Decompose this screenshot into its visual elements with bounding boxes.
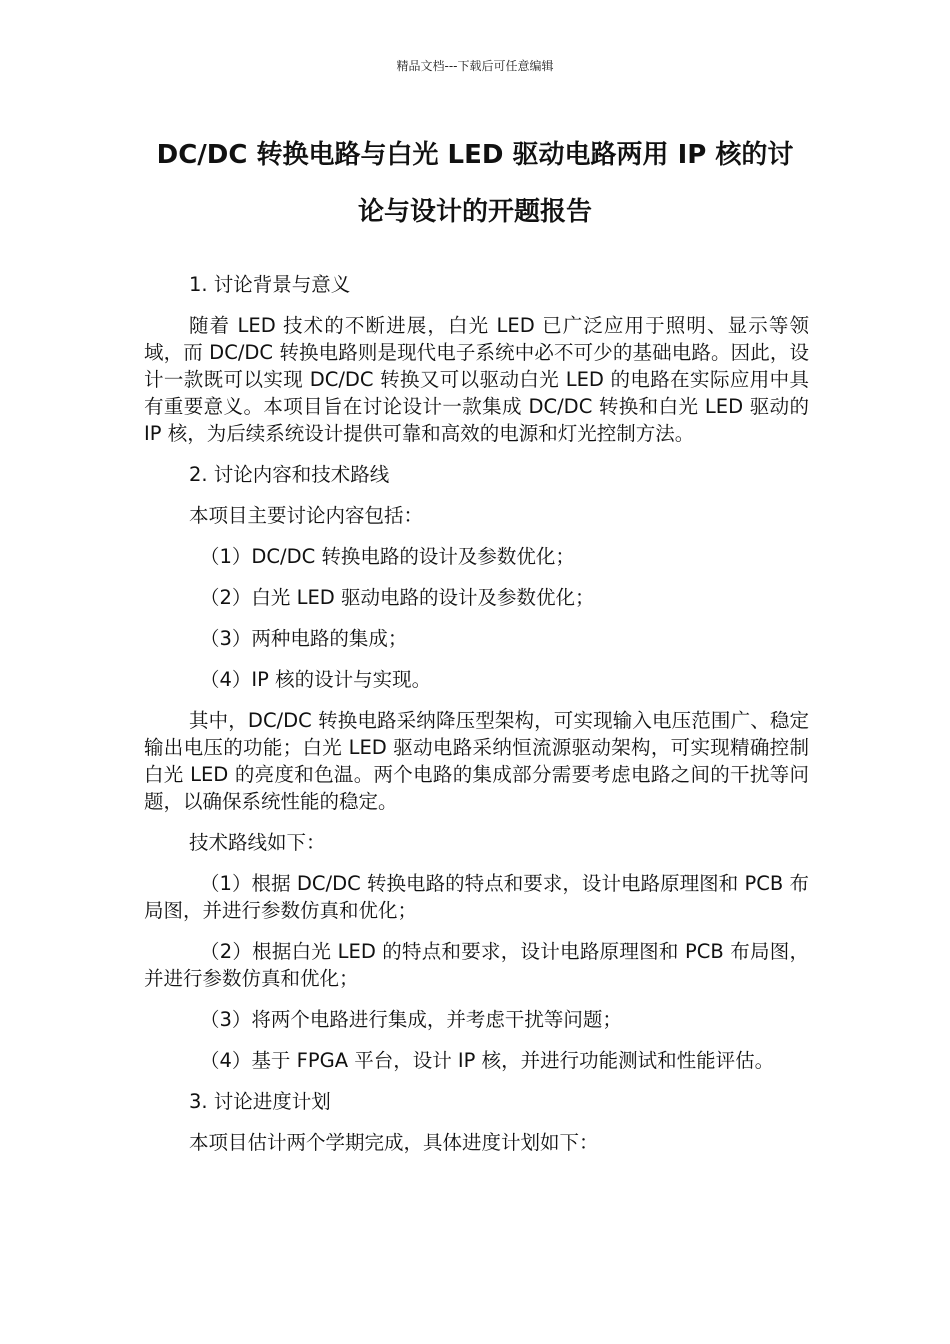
section-1-paragraph: 随着 LED 技术的不断进展，白光 LED 已广泛应用于照明、显示等领域，而 DC/DC 转换电路则是现代电子系统中必不可少的基础电路。因此，设计一款既可以实现 DC/DC 转换又可以驱动白光 LED 的电路在实际应用中具有重要意义。本项目旨在讨论设计一款集成 DC/DC 转换和白光 LED 驱动的 IP 核，为后续系统设计提供可靠和高效的电源和灯光控制方法。 (144, 314, 809, 445)
section-3-heading: 3. 讨论进度计划 (189, 1090, 331, 1113)
section-3-intro: 本项目估计两个学期完成，具体进度计划如下： (189, 1131, 599, 1154)
tech-route-item: （2）根据白光 LED 的特点和要求，设计电路原理图和 PCB 布局图，并进行参数仿真和优化； (144, 940, 809, 990)
page-header-note: 精品文档---下载后可任意编辑 (396, 59, 554, 73)
content-list-item: （4）IP 核的设计与实现。 (200, 668, 432, 691)
content-list-item: （1）DC/DC 转换电路的设计及参数优化； (200, 545, 575, 568)
tech-route-intro: 技术路线如下： (189, 831, 326, 854)
section-2-intro: 本项目主要讨论内容包括： (189, 504, 424, 527)
content-list-item: （3）两种电路的集成； (200, 627, 408, 650)
document-title-line-2: 论与设计的开题报告 (357, 197, 592, 227)
document-title-line-1: DC/DC 转换电路与白光 LED 驱动电路两用 IP 核的讨 (156, 140, 794, 170)
section-2-paragraph: 其中，DC/DC 转换电路采纳降压型架构，可实现输入电压范围广、稳定输出电压的功能；白光 LED 驱动电路采纳恒流源驱动架构，可实现精确控制白光 LED 的亮度和色温。两个电路的集成部分需要考虑电路之间的干扰等问题，以确保系统性能的稳定。 (144, 709, 809, 813)
section-2-heading: 2. 讨论内容和技术路线 (189, 463, 390, 486)
tech-route-item: （1）根据 DC/DC 转换电路的特点和要求，设计电路原理图和 PCB 布局图，并进行参数仿真和优化； (144, 872, 809, 922)
document-body (144, 271, 809, 1156)
content-list-item: （2）白光 LED 驱动电路的设计及参数优化； (200, 586, 595, 609)
tech-route-item: （4）基于 FPGA 平台，设计 IP 核，并进行功能测试和性能评估。 (200, 1049, 775, 1072)
tech-route-item: （3）将两个电路进行集成，并考虑干扰等问题； (200, 1008, 622, 1031)
section-1-heading: 1. 讨论背景与意义 (189, 273, 351, 296)
